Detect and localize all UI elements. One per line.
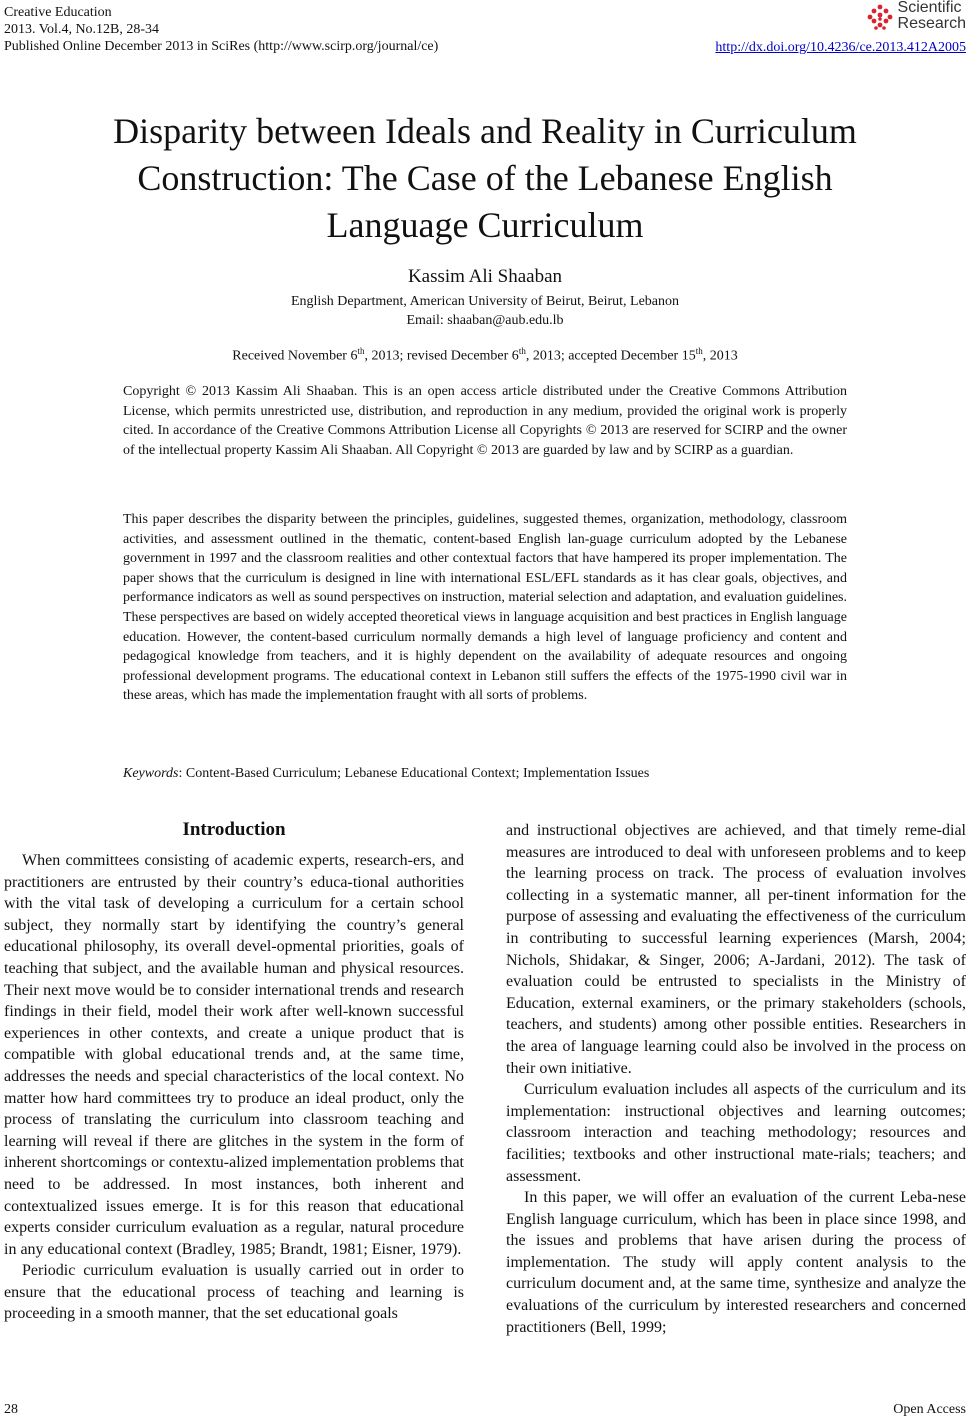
received-sup-1: th bbox=[357, 346, 365, 356]
doi-link[interactable]: http://dx.doi.org/10.4236/ce.2013.412A2005 bbox=[715, 40, 966, 55]
paragraph: When committees consisting of academic experts, research-ers, and practitioners are entrusted by their country’s educa-tional authorities with the vital task of developing a curriculum for a certain school subject, they normally start by identifying the country’s general educational philosophy, its overall devel-opmental priorities, goals of teaching that subject, and the available human and physical resources. Their next move would be to consider international trends and research findings in their field, model their work after well-known successful experiences in other contexts, and create a unique product that is compatible with global educational trends and, at the same time, addresses the needs and special characteristics of the local context. No matter how hard committees try to produce an ideal product, only the process of translating the curriculum into classroom teaching and learning will reveal if there are glitches in the system in the form of inherent shortcomings or contextu-alized implementation problems that need to be addressed. In most instances, both inherent and contextualized issues emerge. It is for this reason that educational experts consider curriculum evaluation as a regular, natural procedure in any educational context (Bradley, 1985; Brandt, 1981; Eisner, 1979). bbox=[4, 852, 464, 1258]
published-line: Published Online December 2013 in SciRes (http://www.scirp.org/journal/ce) bbox=[4, 39, 439, 54]
left-column bbox=[4, 818, 464, 1325]
received-sup-3: th bbox=[695, 346, 703, 356]
logo-dots-icon bbox=[866, 4, 894, 32]
received-part-1: Received November 6 bbox=[232, 348, 358, 364]
keywords bbox=[123, 766, 847, 782]
paragraph: and instructional objectives are achieved, and that timely reme-dial measures are introduced to deal with unforeseen problems and to keep the learning process on track. The process of evaluation involves collecting in a systematic manner, all per-tinent information for the purpose of assessing and evaluating the effectiveness of the curriculum in contributing to successful learning experiences (Marsh, 2004; Nichols, Shidakar, & Singer, 2006; A-Jardani, 2012). The task of evaluation could be entrusted to specialists in the Ministry of Education, external examiners, or the primary stakeholders (schools, teachers, and students) among other possible entities. Researchers in the area of language learning could also be involved in the process on their own initiative. bbox=[506, 822, 966, 1077]
open-access-label: Open Access bbox=[893, 1402, 966, 1417]
author-name: Kassim Ali Shaaban bbox=[407, 266, 563, 287]
received-part-3: , 2013; accepted December 15 bbox=[525, 348, 696, 364]
keywords-label: Keywords bbox=[123, 766, 179, 781]
received-part-4: , 2013 bbox=[702, 348, 738, 364]
keywords-list: : Content-Based Curriculum; Lebanese Educational Context; Implementation Issues bbox=[178, 766, 650, 781]
journal-header bbox=[4, 4, 438, 55]
logo-text bbox=[898, 0, 966, 32]
journal-name: Creative Education bbox=[4, 5, 112, 20]
abstract: This paper describes the disparity between the principles, guidelines, suggested themes, organization, methodology, classroom activities, and assessment outlined in the thematic, content-based English lan-guage curriculum adopted by the Lebanese government in 1997 and the classroom realities and other contextual factors that have hampered its proper implementation. The paper shows that the curriculum is designed in line with international ESL/EFL standards as it has clear goals, objectives, and performance indicators as well as sound perspectives on instruction, material selection and adaptation, and evaluation guidelines. These perspectives are based on widely accepted theoretical views in language acquisition and best practices in English language education. However, the content-based curriculum normally demands a high level of language proficiency and content and pedagogical knowledge from teachers, and it is highly dependent on the availability of adequate resources and ongoing professional development programs. The educational context in Lebanon still suffers the effects of the 1975-1990 civil war in these areas, which has made the implementation fraught with all sorts of problems. bbox=[123, 512, 847, 704]
author-affiliation-block bbox=[0, 292, 970, 330]
logo-line-2: Research bbox=[897, 15, 966, 32]
page-number: 28 bbox=[4, 1402, 18, 1417]
doi-line bbox=[715, 40, 966, 56]
journal-volume: 2013. Vol.4, No.12B, 28-34 bbox=[4, 22, 160, 37]
paper-title: Disparity between Ideals and Reality in Curriculum Construction: The Case of the Lebanese English Language Curriculum bbox=[113, 111, 857, 245]
author-email: Email: shaaban@aub.edu.lb bbox=[406, 313, 564, 328]
right-column bbox=[506, 820, 966, 1338]
scientific-research-logo bbox=[866, 0, 966, 36]
paragraph: In this paper, we will offer an evaluation of the current Leba-nese English language curriculum, which has been in place since 1998, and the issues and problems that have arisen during the process of implementation. The study will apply content analysis to the curriculum document and, at the same time, synthesize and analyze the evaluations of the curriculum by interested researchers and concerned practitioners (Bell, 1999; bbox=[506, 1189, 966, 1336]
logo-line-1: Scientific bbox=[897, 0, 962, 16]
received-dates bbox=[0, 346, 970, 365]
paragraph: Periodic curriculum evaluation is usually carried out in order to ensure that the educational process of teaching and learning is proceeding in a smooth manner, that the set educational goals bbox=[4, 1262, 464, 1323]
section-heading-introduction: Introduction bbox=[182, 819, 286, 840]
received-part-2: , 2013; revised December 6 bbox=[364, 348, 519, 364]
paragraph: Curriculum evaluation includes all aspects of the curriculum and its implementation: instructional objectives and learning outcomes; classroom interaction and teaching methodology; resources and facilities; textbooks and other instructional mate-rials; teachers; and assessment. bbox=[506, 1081, 966, 1185]
received-sup-2: th bbox=[518, 346, 526, 356]
affiliation: English Department, American University of Beirut, Beirut, Lebanon bbox=[290, 294, 679, 309]
copyright-notice: Copyright © 2013 Kassim Ali Shaaban. This is an open access article distributed under the Creative Commons Attribution License, which permits unrestricted use, distribution, and reproduction in any medium, provided the original work is properly cited. In accordance of the Creative Commons Attribution License all Copyrights © 2013 are reserved for SCIRP and the owner of the intellectual property Kassim Ali Shaaban. All Copyright © 2013 are guarded by law and by SCIRP as a guardian. bbox=[123, 384, 847, 458]
